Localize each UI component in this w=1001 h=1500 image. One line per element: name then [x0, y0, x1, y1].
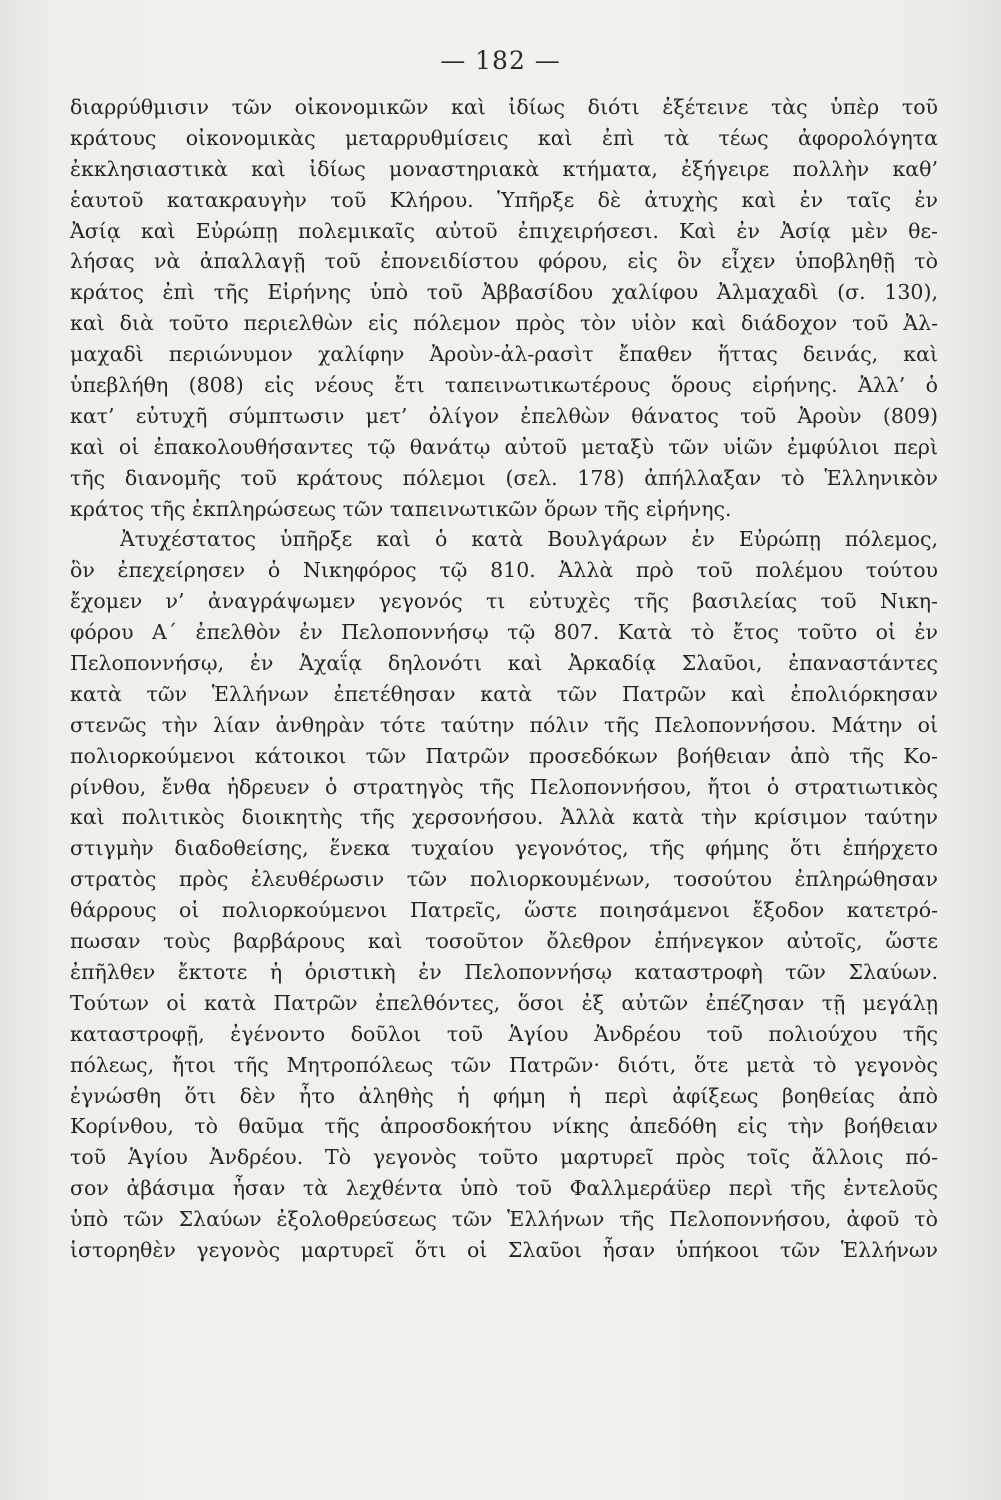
text-line: στρατὸς πρὸς ἐλευθέρωσιν τῶν πολιορκουμένων, τοσούτου ἐπληρώθησαν	[70, 867, 938, 892]
text-line: λήσας νὰ ἀπαλλαγῇ τοῦ ἐπονειδίστου φόρου, εἰς ὃν εἶχεν ὑποβληθῇ τὸ	[70, 249, 938, 274]
text-line: ὑπεβλήθη (808) εἰς νέους ἔτι ταπεινωτικωτέρους ὅρους εἰρήνης. Ἀλλ’ ὁ	[70, 373, 938, 398]
text-line: ἱστορηθὲν γεγονὸς μαρτυρεῖ ὅτι οἱ Σλαῦοι ἦσαν ὑπήκοοι τῶν Ἑλλήνων	[70, 1237, 938, 1262]
text-line: σον ἀβάσιμα ἦσαν τὰ λεχθέντα ὑπὸ τοῦ Φαλλμεράϋερ περὶ τῆς ἐντελοῦς	[70, 1176, 938, 1201]
text-line: στιγμὴν διαδοθείσης, ἕνεκα τυχαίου γεγονότος, τῆς φήμης ὅτι ἐπήρχετο	[70, 836, 938, 861]
text-line: Κορίνθου, τὸ θαῦμα τῆς ἀπροσδοκήτου νίκης ἀπεδόθη εἰς τὴν βοήθειαν	[70, 1114, 938, 1139]
text-line: μαχαδὶ περιώνυμον χαλίφην Ἀροὺν-ἀλ-ρασὶτ ἔπαθεν ἥττας δεινάς, καὶ	[70, 342, 938, 367]
text-line: καὶ πολιτικὸς διοικητὴς τῆς χερσονήσου. Ἀλλὰ κατὰ τὴν κρίσιμον ταύτην	[70, 805, 938, 830]
text-line: ρίνθου, ἔνθα ἠδρευεν ὁ στρατηγὸς τῆς Πελοποννήσου, ἤτοι ὁ στρατιωτικὸς	[70, 774, 938, 799]
text-line: ἐγνώσθη ὅτι δὲν ἦτο ἀληθὴς ἡ φήμη ἡ περὶ ἀφίξεως βοηθείας ἀπὸ	[70, 1083, 938, 1108]
text-line: ἐκκλησιαστικὰ καὶ ἰδίως μοναστηριακὰ κτήματα, ἐξήγειρε πολλὴν καθ’	[70, 156, 938, 181]
text-line: θάρρους οἱ πολιορκούμενοι Πατρεῖς, ὥστε ποιησάμενοι ἔξοδον κατετρό-	[70, 898, 938, 923]
paragraph-start-line: Ἀτυχέστατος ὑπῆρξε καὶ ὁ κατὰ Βουλγάρων ἐν Εὐρώπῃ πόλεμος,	[120, 527, 938, 552]
text-line: ὃν ἐπεχείρησεν ὁ Νικηφόρος τῷ 810. Ἀλλὰ πρὸ τοῦ πολέμου τούτου	[70, 558, 938, 583]
text-line: πωσαν τοὺς βαρβάρους καὶ τοσοῦτον ὄλεθρον ἐπήνεγκον αὐτοῖς, ὥστε	[70, 929, 938, 954]
page-number: — 182 —	[440, 46, 561, 75]
body-text	[70, 92, 938, 1266]
text-line: καταστροφῇ, ἐγένοντο δοῦλοι τοῦ Ἁγίου Ἀνδρέου τοῦ πολιούχου τῆς	[70, 1021, 938, 1046]
text-line: Τούτων οἱ κατὰ Πατρῶν ἐπελθόντες, ὅσοι ἐξ αὐτῶν ἐπέζησαν τῇ μεγάλῃ	[70, 990, 938, 1015]
text-line: διαρρύθμισιν τῶν οἰκονομικῶν καὶ ἰδίως διότι ἐξέτεινε τὰς ὑπὲρ τοῦ	[70, 95, 938, 119]
text-line: τῆς διανομῆς τοῦ κράτους πόλεμοι (σελ. 178) ἀπήλλαξαν τὸ Ἑλληνικὸν	[70, 465, 938, 490]
paragraph-end-line: κράτος τῆς ἐκπληρώσεως τῶν ταπεινωτικῶν ὅρων τῆς εἰρήνης.	[70, 496, 732, 521]
text-line: τοῦ Ἁγίου Ἀνδρέου. Τὸ γεγονὸς τοῦτο μαρτυρεῖ πρὸς τοῖς ἄλλοις πό-	[70, 1145, 938, 1170]
text-line: Ἀσίᾳ καὶ Εὐρώπῃ πολεμικαῖς αὐτοῦ ἐπιχειρήσεσι. Καὶ ἐν Ἀσίᾳ μὲν θε-	[70, 218, 938, 243]
text-line: Πελοποννήσῳ, ἐν Ἀχαΐᾳ δηλονότι καὶ Ἀρκαδίᾳ Σλαῦοι, ἐπαναστάντες	[70, 651, 938, 676]
text-line: ὑπὸ τῶν Σλαύων ἐξολοθρεύσεως τῶν Ἑλλήνων τῆς Πελοποννήσου, ἀφοῦ τὸ	[70, 1207, 938, 1232]
text-line: ἐπῆλθεν ἔκτοτε ἡ ὁριστικὴ ἐν Πελοποννήσῳ καταστροφὴ τῶν Σλαύων.	[70, 959, 938, 984]
text-line: φόρου Α΄ ἐπελθὸν ἐν Πελοποννήσῳ τῷ 807. Κατὰ τὸ ἔτος τοῦτο οἱ ἐν	[70, 620, 938, 645]
text-line: καὶ διὰ τοῦτο περιελθὼν εἰς πόλεμον πρὸς τὸν υἱὸν καὶ διάδοχον τοῦ Ἀλ-	[70, 311, 938, 336]
text-line: κατ’ εὐτυχῆ σύμπτωσιν μετ’ ὀλίγον ἐπελθὼν θάνατος τοῦ Ἀροὺν (809)	[70, 403, 938, 428]
text-line: στενῶς τὴν λίαν ἀνθηρὰν τότε ταύτην πόλιν τῆς Πελοποννήσου. Μάτην οἱ	[70, 712, 938, 737]
text-line: κράτος ἐπὶ τῆς Εἰρήνης ὑπὸ τοῦ Ἀββασίδου χαλίφου Ἀλμαχαδὶ (σ. 130),	[70, 280, 938, 305]
text-line: ἔχομεν ν’ ἀναγράψωμεν γεγονός τι εὐτυχὲς τῆς βασιλείας τοῦ Νικη-	[70, 589, 938, 614]
text-line: κράτους οἰκονομικὰς μεταρρυθμίσεις καὶ ἐπὶ τὰ τέως ἀφορολόγητα	[70, 125, 938, 150]
text-line: κατὰ τῶν Ἑλλήνων ἐπετέθησαν κατὰ τῶν Πατρῶν καὶ ἐπολιόρκησαν	[70, 681, 938, 706]
text-line: πόλεως, ἤτοι τῆς Μητροπόλεως τῶν Πατρῶν· διότι, ὅτε μετὰ τὸ γεγονὸς	[70, 1052, 938, 1077]
text-line: ἑαυτοῦ κατακραυγὴν τοῦ Κλήρου. Ὑπῆρξε δὲ ἀτυχὴς καὶ ἐν ταῖς ἐν	[70, 187, 938, 212]
text-line: καὶ οἱ ἐπακολουθήσαντες τῷ θανάτῳ αὐτοῦ μεταξὺ τῶν υἱῶν ἐμφύλιοι περὶ	[70, 434, 938, 459]
text-line: πολιορκούμενοι κάτοικοι τῶν Πατρῶν προσεδόκων βοήθειαν ἀπὸ τῆς Κο-	[70, 743, 938, 768]
